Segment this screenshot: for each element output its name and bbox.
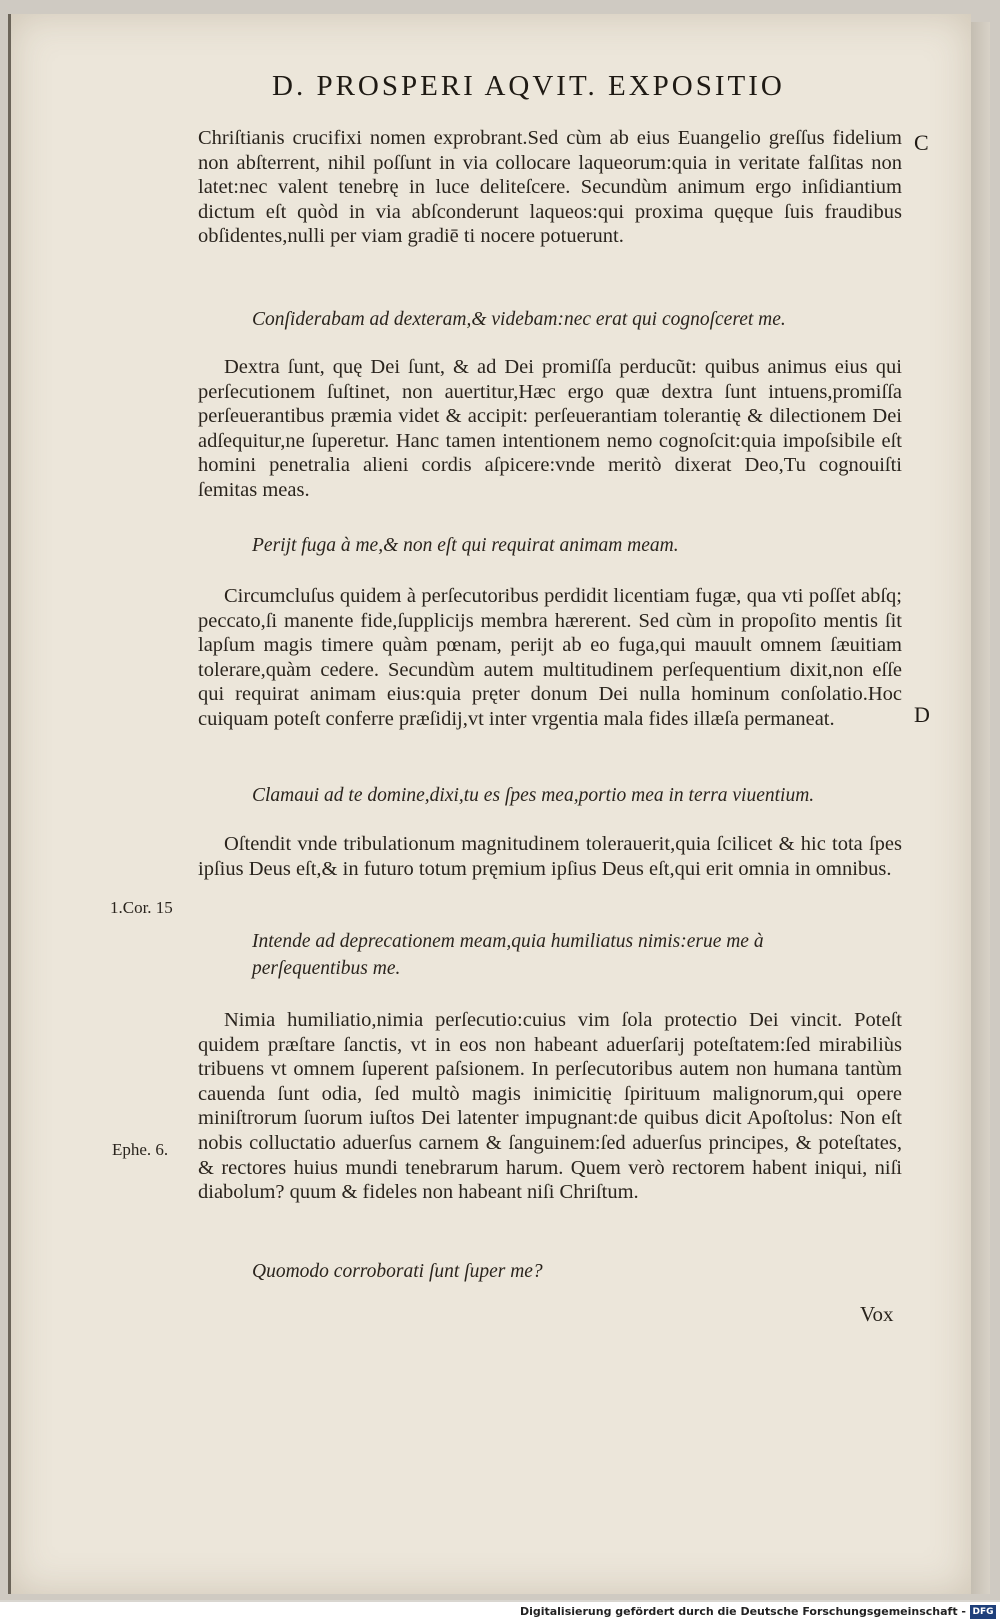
running-head: D. PROSPERI AQVIT. EXPOSITIO [272,70,785,102]
paragraph-5: Nimia humiliatio,nimia perſecutio:cuius vim ſola protectio Dei vincit. Poteſt quidem præſtare ſanctis, vt in eos non habeant aduerſarij poteſtatem:ſed mirabiliùs tribuens vt omnem ſuperent paſsionem. In perſecutoribus autem non humana tantùm cauenda ſunt odia, ſed multò magis inimicitię ſpirituum malignorum,qui opere miniſtrorum ſuorum iuſtos Dei latenter impugnant:de quibus dicit Apoſtolus: Non eſt nobis colluctatio aduerſus carnem & ſanguinem:ſed aduerſus principes, & poteſtates, & rectores huius mundi tenebrarum harum. Quem verò rectorem habent iniqui, niſi diabolum? quum & fideles non habeant niſi Chriſtum. [198,1009,902,1204]
paragraph-1: Chriſtianis crucifixi nomen exprobrant.Sed cùm ab eius Euangelio greſſus fidelium non abſterrent, nihil poſſunt in via collocare laqueorum:quia in veritate falſitas non latet:nec valent tenebrę in luce deliteſcere. Secundùm animum ergo inſidiantium dictum eſt quòd in via abſconderunt laqueos:qui proxima quęque ſuis fraudibus obſidentes,nulli per viam gradiē ti nocere potuerunt. [198,127,902,248]
verse-1: Conſiderabam ad dexteram,& videbam:nec erat qui cognoſceret me. [252,309,786,330]
margin-letter-c: C [914,130,929,155]
margin-letter-d: D [914,702,930,727]
paragraph-2: Dextra ſunt, quę Dei ſunt, & ad Dei promiſſa perducũt: quibus animus eius qui perſecutionem ſuſtinet, non auertitur,Hæc ergo quæ dextra ſunt intuens,promiſſa perſeuerantibus præmia videt & accipit: perſeuerantiam tolerantię & dilectionem Dei adſequitur,ne ſuperetur. Hanc tamen intentionem nemo cognoſcit:quia impoſsibile eſt homini penetralia alieni cordis aſpicere:vnde meritò dixerat Deo,Tu cognouiſti ſemitas meas. [198,356,902,501]
paragraph-3: Circumcluſus quidem à perſecutoribus perdidit licentiam fugæ, qua vti poſſet abſq; peccato,ſi manente fide,ſupplicijs membra hærerent. Sed cùm in propoſito mentis ſit lapſum magis timere quàm pœnam, perijt ab eo fuga,qui mauult omnem ſæuitiam tolerare,quàm cedere. Secundùm autem multitudinem perſequentium dixit,non eſſe qui requirat animam eius:quia pręter donum Dei nulla hominum conſolatio.Hoc cuiquam poteſt conferre præſidij,vt inter vrgentia mala fides illæſa permaneat. [198,585,902,730]
footer-credit: Digitalisierung gefördert durch die Deutsche Forschungsgemeinschaft - [519,1605,966,1618]
verse-3: Clamaui ad te domine,dixi,tu es ſpes mea,portio mea in terra viuentium. [252,785,815,806]
catchword: Vox [860,1302,894,1326]
verse-2: Perijt fuga à me,& non eſt qui requirat animam meam. [252,535,679,556]
verse-4: Intende ad deprecationem meam,quia humiliatus nimis:erue me à perſequentibus me. [252,931,764,979]
verse-5: Quomodo corroborati ſunt ſuper me? [252,1261,543,1282]
margin-note-ephe: Ephe. 6. [112,1140,169,1159]
margin-note-cor: 1.Cor. 15 [110,898,173,917]
footer-bar [0,1602,1000,1624]
dfg-logo: DFG [970,1605,996,1619]
paragraph-4: Oſtendit vnde tribulationum magnitudinem tolerauerit,quia ſcilicet & hic tota ſpes ipſius Deus eſt,& in futuro totum pręmium ipſius Deus eſt,qui erit omnia in omnibus. [198,833,902,880]
